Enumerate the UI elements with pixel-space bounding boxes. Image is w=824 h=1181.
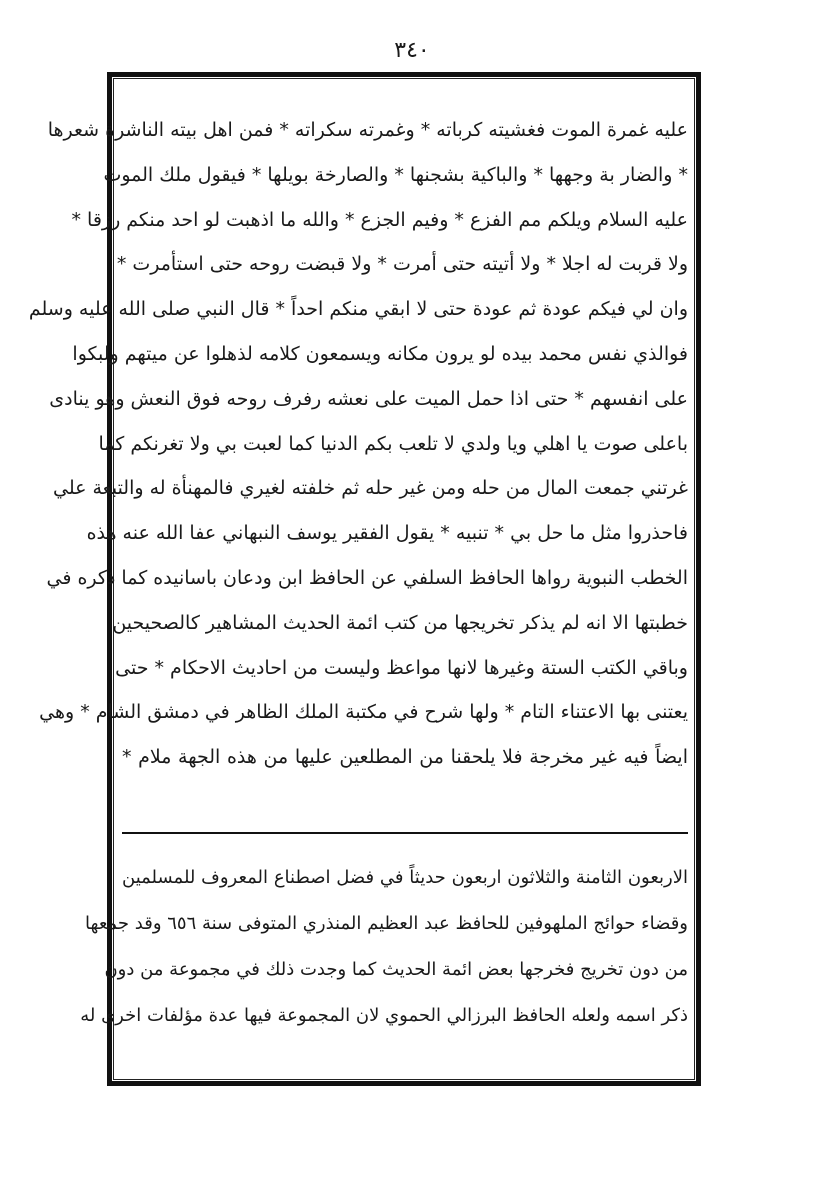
page-number: ٣٤٠	[394, 38, 430, 63]
text-line: ايضاً فيه غير مخرجة فلا يلحقنا من المطلعين عليها من هذه الجهة ملام *	[122, 746, 688, 769]
main-text-block	[28, 108, 688, 780]
text-line: فوالذي نفس محمد بيده لو يرون مكانه ويسمعون كلامه لذهلوا عن ميتهم ولبكوا	[72, 342, 688, 365]
text-line: خطبتها الا انه لم يذكر تخريجها من كتب ائمة الحديث المشاهير كالصحيحين	[112, 611, 688, 634]
text-line: عليه السلام ويلكم مم الفزع * وفيم الجزع * والله ما اذهبت لو احد منكم رزقا *	[71, 208, 688, 231]
footnote-line: الاربعون الثامنة والثلاثون اربعون حديثاً في فضل اصطناع المعروف للمسلمين	[122, 867, 688, 888]
text-line: عليه غمرة الموت فغشيته كرباته * وغمرته سكراته * فمن اهل بيته الناشرة شعرها	[47, 119, 688, 141]
text-line: وباقي الكتب الستة وغيرها لانها مواعظ وليست من احاديث الاحكام * حتى	[115, 656, 688, 679]
text-line: يعتنى بها الاعتناء التام * ولها شرح في مكتبة الملك الظاهر في دمشق الشام * وهي	[39, 701, 688, 724]
text-line: الخطب النبوية رواها الحافظ السلفي عن الحافظ ابن ودعان باسانيده كما ذكره في	[46, 566, 688, 589]
text-line: باعلى صوت يا اهلي ويا ولدي لا تلعب بكم الدنيا كما لعبت بي ولا تغرنكم كما	[98, 432, 688, 455]
text-line: على انفسهم * حتى اذا حمل الميت على نعشه رفرف روحه فوق النعش وهو ينادى	[49, 387, 688, 410]
text-line: وان لي فيكم عودة ثم عودة حتى لا ابقي منكم احداً * قال النبي صلى الله عليه وسلم	[28, 298, 688, 321]
footnote-line: ذكر اسمه ولعله الحافظ البرزالي الحموي لان المجموعة فيها عدة مؤلفات اخرى له	[80, 1005, 688, 1026]
footnote-line: من دون تخريج فخرجها بعض ائمة الحديث كما وجدت ذلك في مجموعة من دون	[104, 959, 688, 980]
text-line: فاحذروا مثل ما حل بي * تنبيه * يقول الفقير يوسف النبهاني عفا الله عنه هذه	[86, 522, 688, 545]
text-line: ولا قربت له اجلا * ولا أتيته حتى أمرت * ولا قبضت روحه حتى استأمرت *	[116, 253, 688, 276]
text-line: * والضار بة وجهها * والباكية بشجنها * والصارخة بويلها * فيقول ملك الموت	[103, 163, 688, 186]
footnote-block	[80, 855, 688, 1039]
text-line: غرتني جمعت المال من حله ومن غير حله ثم خلفته لغيري فالمهنأة له والتبعة علي	[52, 477, 688, 500]
footnote-separator	[122, 832, 688, 834]
footnote-line: وقضاء حوائج الملهوفين للحافظ عبد العظيم المنذري المتوفى سنة ٦٥٦ وقد جمعها	[85, 913, 688, 934]
